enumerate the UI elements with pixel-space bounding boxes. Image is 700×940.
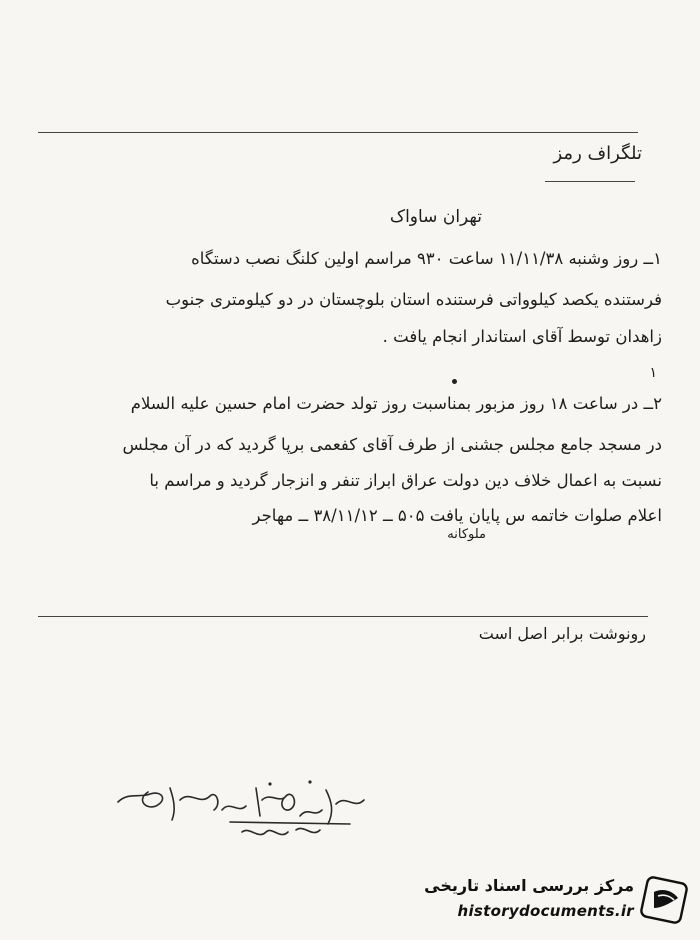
handwritten-filing-note — [110, 770, 370, 860]
body-line-6: نسبت به اعمال خلاف دین دولت عراق ابراز تنفر و انزجار گردید و مراسم با — [149, 471, 662, 490]
watermark-url: historydocuments.ir — [457, 902, 634, 920]
document-heading: تلگراف رمز — [553, 143, 642, 164]
heading-underline — [545, 181, 635, 182]
top-divider — [38, 132, 638, 133]
copy-certification-note: رونوشت برابر اصل است — [478, 624, 646, 643]
stray-mark: ۱ — [649, 365, 657, 381]
bottom-divider — [38, 616, 648, 617]
body-line-7: اعلام صلوات خاتمه س پایان یافت ۵۰۵ ــ ۳۸/۱۱/۱۲ ــ مهاجر — [252, 506, 662, 525]
body-line-5: در مسجد جامع مجلس جشنی از طرف آقای کفعمی برپا گردید که در آن مجلس — [122, 435, 662, 454]
archive-logo-icon — [640, 874, 690, 926]
addressee: تهران ساواک — [389, 207, 482, 227]
ink-dot — [452, 379, 457, 384]
body-line-2: فرستنده یکصد کیلوواتی فرستنده استان بلوچستان در دو کیلومتری جنوب — [165, 290, 662, 309]
archive-watermark — [410, 872, 690, 930]
signoff: ملوکانه — [447, 527, 486, 542]
watermark-title: مرکز بررسی اسناد تاریخی — [424, 876, 634, 895]
body-line-3: زاهدان توسط آقای استاندار انجام یافت . — [382, 327, 662, 346]
body-line-4: ۲ــ در ساعت ۱۸ روز مزبور بمناسبت روز تولد حضرت امام حسین علیه السلام — [130, 394, 662, 413]
body-line-1: ۱ــ روز وشنبه ۱۱/۱۱/۳۸ ساعت ۹۳۰ مراسم اولین کلنگ نصب دستگاه — [191, 249, 662, 268]
